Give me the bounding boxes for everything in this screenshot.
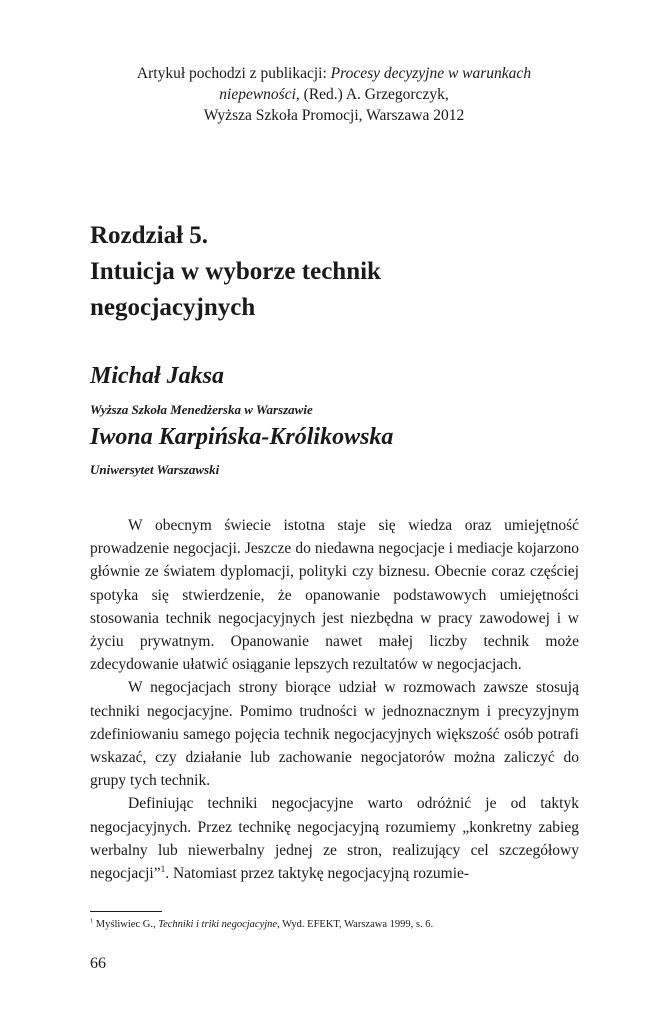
- body-text: [90, 514, 579, 885]
- footnote-reference: 1: [160, 864, 166, 875]
- publication-header: [60, 63, 608, 126]
- header-line-2: [60, 84, 608, 105]
- footnote-author: Myśliwiec G.,: [93, 919, 159, 930]
- footnote-divider: [90, 911, 162, 912]
- author-affiliation-2: Uniwersytet Warszawski: [90, 462, 220, 477]
- chapter-number: Rozdział 5.: [90, 222, 209, 249]
- header-prefix: Artykuł pochodzi z publikacji:: [136, 65, 331, 82]
- publication-title: Procesy decyzyjne w warunkach: [330, 65, 532, 82]
- chapter-title-line-1: Intuicja w wyborze technik: [90, 258, 381, 285]
- paragraph-1: W obecnym świecie istotna staje się wiedza oraz umiejętność prowadzenie negocjacji. Jeszcze do niedawna negocjacje i mediacje kojarzono głównie ze światem dyplomacji, polityki czy biznesu. Obecnie coraz częściej spotyka się stwierdzenie, że opanowanie podstawowych umiejętności stosowania technik negocjacyjnych jest niezbędna w pracy zawodowej i w życiu prywatnym. Opanowanie nawet małej liczby technik może zdecydowanie ułatwić osiąganie lepszych rezultatów w negocjacjach.: [90, 517, 579, 674]
- paragraph-3-text-cont: . Natomiast przez taktykę negocjacyjną rozumie-: [165, 865, 470, 883]
- paragraph-3-text: Definiując techniki negocjacyjne warto odróżnić je od taktyk negocjacyjnych. Przez technikę negocjacyjną rozumiemy „konkretny zabieg werbalny lub niewerbalny jednej ze stron, realizujący cel szczegółowy negocjacji”: [90, 795, 579, 883]
- footnote-book-title: Techniki i triki negocjacyjne: [158, 919, 278, 930]
- chapter-title-line-2: negocjacyjnych: [90, 294, 256, 321]
- paragraph-3: [90, 792, 579, 885]
- header-line-1: [60, 63, 608, 84]
- publication-title-cont: niepewności: [219, 86, 296, 103]
- author-name-1: Michał Jaksa: [90, 363, 225, 389]
- footnote: [90, 918, 579, 932]
- header-line-3: Wyższa Szkoła Promocji, Warszawa 2012: [203, 107, 465, 124]
- page-number: 66: [90, 955, 106, 972]
- author-affiliation-1: Wyższa Szkoła Menedżerska w Warszawie: [90, 402, 313, 417]
- footnote-number: 1: [90, 917, 94, 925]
- chapter-title: [90, 218, 590, 326]
- publication-editor: , (Red.) A. Grzegorczyk,: [295, 86, 449, 103]
- footnote-details: , Wyd. EFEKT, Warszawa 1999, s. 6.: [277, 919, 434, 930]
- author-name-2: Iwona Karpińska-Królikowska: [90, 424, 394, 450]
- paragraph-2: W negocjacjach strony biorące udział w rozmowach zawsze stosują techniki negocjacyjne. Pomimo trudności w jednoznacznym i precyzyjnym zdefiniowaniu samego pojęcia technik negocjacyjnych większość osób potrafi wskazać, czy działanie lub zachowanie negocjatorów można zaliczyć do grupy tych technik.: [90, 679, 579, 790]
